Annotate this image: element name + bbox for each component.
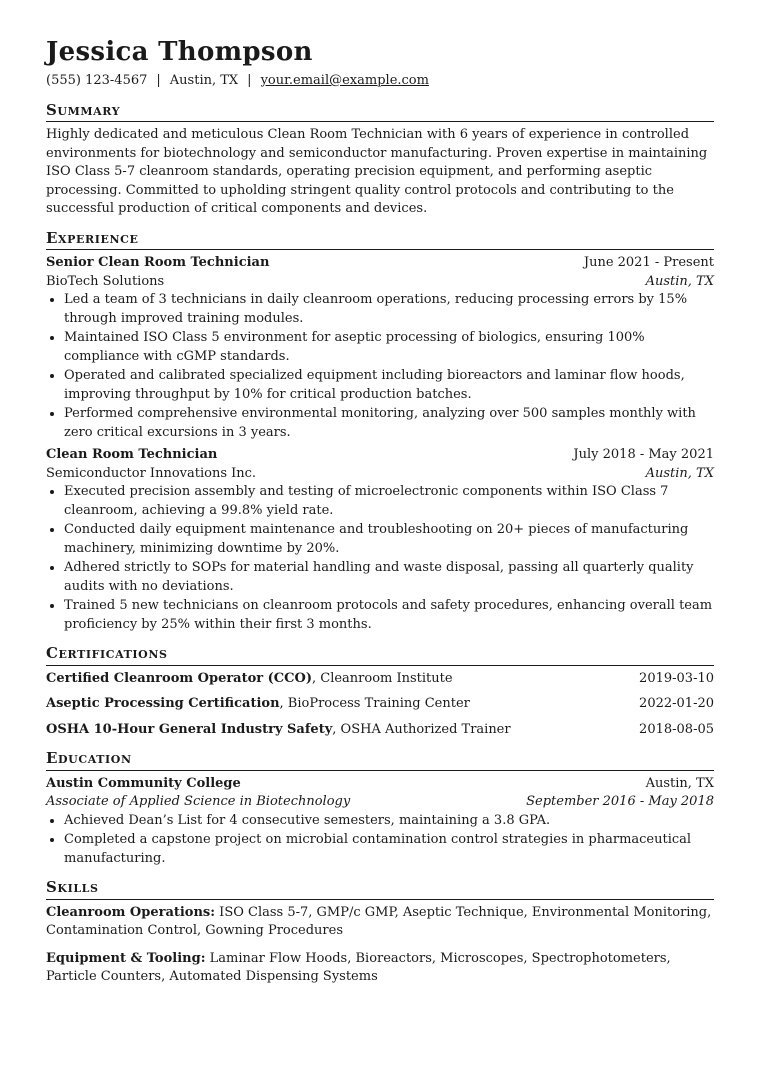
contact-separator: | bbox=[156, 73, 161, 88]
education-bullet: • Achieved Dean’s List for 4 consecutive semesters, maintaining a 3.8 GPA. bbox=[64, 812, 714, 831]
section-title-certifications: Certifications bbox=[46, 644, 714, 666]
skill-items: Laminar Flow Hoods, Bioreactors, Microscopes, Spectrophotometers, Particle Counters, Automated Dispensing Systems bbox=[46, 950, 671, 984]
job-bullets bbox=[46, 291, 714, 442]
experience-section bbox=[46, 229, 714, 635]
section-title-education: Education bbox=[46, 749, 714, 771]
job-company: Semiconductor Innovations Inc. bbox=[46, 465, 257, 481]
skill-items: ISO Class 5-7, GMP/c GMP, Aseptic Technique, Environmental Monitoring, Contamination Control, Gowning Procedures bbox=[46, 904, 712, 938]
education-section bbox=[46, 749, 714, 868]
skills-section bbox=[46, 878, 714, 987]
section-title-experience: Experience bbox=[46, 229, 714, 251]
job-bullet: • Executed precision assembly and testing of microelectronic components within ISO Class 7 cleanroom, achieving a 99.8% yield rate. bbox=[64, 483, 714, 520]
job-location: Austin, TX bbox=[645, 273, 714, 289]
certification-name: Aseptic Processing Certification bbox=[46, 696, 280, 711]
job-dates: July 2018 - May 2021 bbox=[573, 447, 714, 462]
summary-text: Highly dedicated and meticulous Clean Room Technician with 6 years of experience in controlled environments for biotechnology and semiconductor manufacturing. Proven expertise in maintaining ISO Class 5-7 cleanroom standards, operating precision equipment, and performing aseptic processing. Committed to upholding stringent quality control protocols and contributing to the successful production of critical components and devices. bbox=[46, 127, 708, 216]
education-bullets bbox=[46, 812, 714, 869]
education-dates: September 2016 - May 2018 bbox=[526, 794, 714, 809]
candidate-name: Jessica Thompson bbox=[46, 37, 313, 67]
job-bullet: • Operated and calibrated specialized equipment including bioreactors and laminar flow hoods, improving throughput by 10% for critical production batches. bbox=[64, 367, 714, 404]
job-location: Austin, TX bbox=[645, 465, 714, 481]
certification-row bbox=[46, 670, 714, 689]
job-bullet: • Conducted daily equipment maintenance and troubleshooting on 20+ pieces of manufacturing machinery, minimizing downtime by 20%. bbox=[64, 521, 714, 558]
certification-date: 2022-01-20 bbox=[639, 696, 714, 711]
certifications-section bbox=[46, 644, 714, 739]
certification-row bbox=[46, 721, 714, 740]
contact-separator: | bbox=[247, 73, 252, 88]
certification-issuer: , OSHA Authorized Trainer bbox=[332, 721, 511, 737]
certification-issuer: , Cleanroom Institute bbox=[311, 670, 453, 686]
job-bullet: • Maintained ISO Class 5 environment for aseptic processing of biologics, ensuring 100% compliance with cGMP standards. bbox=[64, 329, 714, 366]
skill-label: Equipment & Tooling: bbox=[46, 950, 206, 966]
section-title-summary: Summary bbox=[46, 101, 714, 123]
contact-email-link[interactable]: your.email@example.com bbox=[260, 73, 429, 88]
education-school: Austin Community College bbox=[46, 775, 241, 791]
section-title-skills: Skills bbox=[46, 878, 714, 900]
job-bullet: • Adhered strictly to SOPs for material handling and waste disposal, passing all quarterly quality audits with no deviations. bbox=[64, 559, 714, 596]
summary-section bbox=[46, 101, 714, 219]
education-location: Austin, TX bbox=[645, 775, 714, 791]
job-title: Senior Clean Room Technician bbox=[46, 255, 270, 270]
skill-label: Cleanroom Operations: bbox=[46, 904, 216, 920]
job-title: Clean Room Technician bbox=[46, 447, 218, 462]
certification-name: OSHA 10-Hour General Industry Safety bbox=[46, 721, 333, 737]
skill-group bbox=[46, 904, 714, 941]
job-bullets bbox=[46, 483, 714, 634]
job-entry bbox=[46, 254, 714, 442]
contact-location: Austin, TX bbox=[169, 73, 239, 88]
certification-issuer: , BioProcess Training Center bbox=[279, 696, 470, 711]
job-dates: June 2021 - Present bbox=[583, 255, 714, 270]
job-entry bbox=[46, 446, 714, 634]
job-bullet: • Led a team of 3 technicians in daily cleanroom operations, reducing processing errors by 15% through improved training modules. bbox=[64, 291, 714, 328]
certification-date: 2019-03-10 bbox=[639, 670, 714, 686]
job-company: BioTech Solutions bbox=[46, 273, 165, 289]
job-bullet: • Trained 5 new technicians on cleanroom protocols and safety procedures, enhancing overall team proficiency by 25% within their first 3 months. bbox=[64, 597, 714, 634]
skill-group bbox=[46, 950, 714, 987]
contact-phone: (555) 123-4567 bbox=[46, 73, 148, 88]
education-bullet: • Completed a capstone project on microbial contamination control strategies in pharmaceutical manufacturing. bbox=[64, 831, 714, 868]
certification-name: Certified Cleanroom Operator (CCO) bbox=[46, 670, 312, 686]
certification-row bbox=[46, 695, 714, 714]
contact-line bbox=[46, 72, 714, 91]
education-degree: Associate of Applied Science in Biotechnology bbox=[46, 794, 351, 809]
job-bullet: • Performed comprehensive environmental monitoring, analyzing over 500 samples monthly with zero critical excursions in 3 years. bbox=[64, 405, 714, 442]
certification-date: 2018-08-05 bbox=[639, 721, 714, 737]
